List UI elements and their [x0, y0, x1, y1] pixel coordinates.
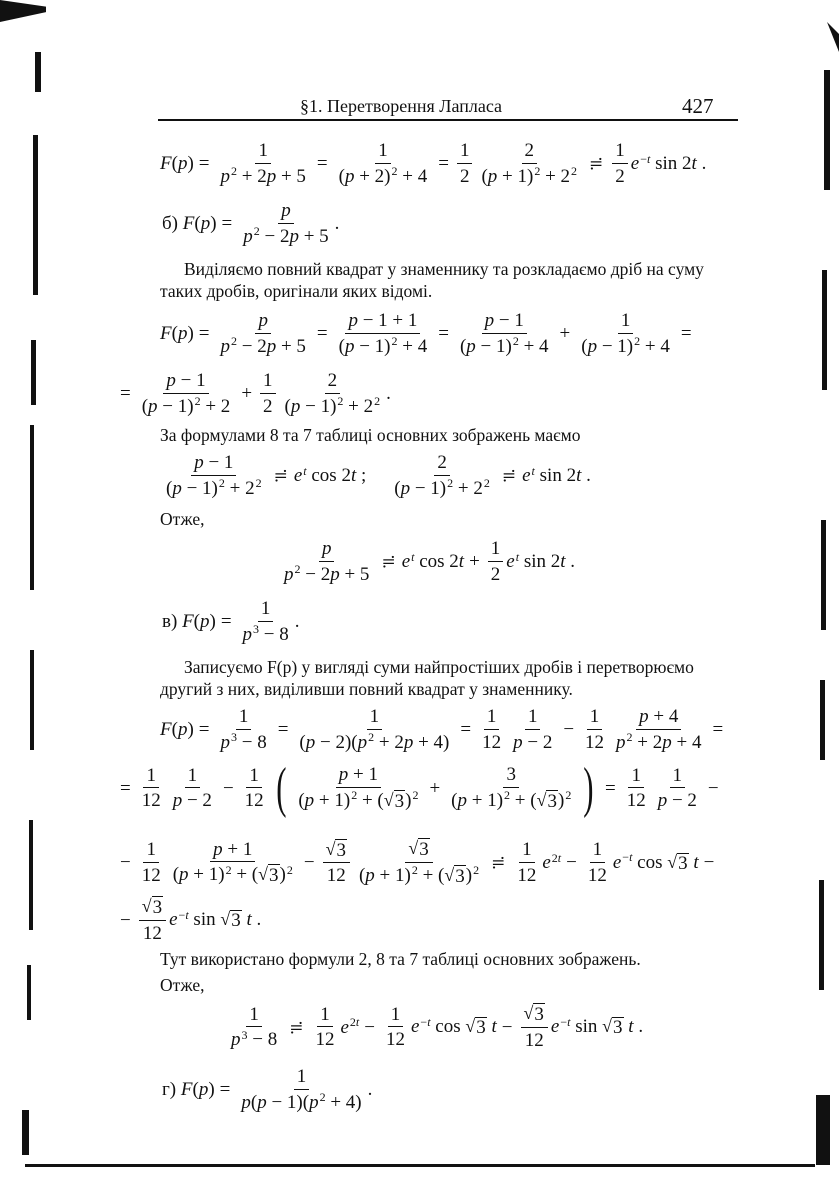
item-label-b: б): [162, 213, 178, 235]
equation-b-split: = $\frac{p - 1}{(p - 1)^2 + 2}$ + $\frac{1}{2}$ $\frac{2}{(p - 1)^2 + 2^2}$ .: [120, 370, 391, 417]
equation-v-tail: − √ 3 12 $e^{-t}$ sin √ 3 t .: [120, 896, 262, 944]
scan-edge-mark: [824, 70, 830, 190]
scan-edge-mark: [31, 340, 36, 405]
scan-corner-mark: [0, 0, 46, 22]
paragraph: Отже,: [160, 975, 205, 995]
paragraph: Отже,: [160, 509, 205, 529]
equation-v-result: $\frac{1}{p^3 - 8}$ ≓ $\frac{1}{12}$ $e^{2t}$ − $\frac{1}{12}$ $e^{-t}$ cos √ 3 t − √ 3 12 $e^{-t}$ sin √ 3 t .: [231, 1003, 644, 1051]
scan-edge-mark: [35, 52, 41, 92]
paragraph: Виділяємо повний квадрат у знаменнику та розкладаємо дріб на суму таких дробів, оригінали яких відомі.: [160, 259, 704, 302]
scan-edge-mark: [22, 1110, 29, 1155]
page-number: 427: [682, 94, 714, 118]
item-label-v: в): [162, 611, 178, 633]
equation-g-definition: г) F ( p ) = $\frac{1}{p(p - 1)(p^2 + 4)}$ .: [162, 1066, 373, 1113]
scan-corner-mark: [827, 22, 839, 52]
equation-b-result: $\frac{p}{p^2 - 2p + 5}$ ≓ $e^t$ cos 2t + $\frac{1}{2}$ $e^t$ sin 2t .: [284, 538, 576, 585]
scan-edge-mark: [30, 650, 34, 750]
bottom-rule: [25, 1164, 815, 1167]
scan-edge-mark: [816, 1095, 830, 1165]
scan-edge-mark: [820, 680, 825, 760]
scan-edge-mark: [822, 270, 827, 390]
equation-a-result: F ( p ) = $\frac{1}{p^2 + 2p + 5}$ = $\frac{1}{(p + 2)^2 + 4}$ = $\frac{1}{2}$ $\frac{2}{(p + 1)^2 + 2^2}$ ≓ $\frac{1}{2}$ $e^{-t}$ sin 2t .: [160, 140, 707, 187]
equation-b-definition: б) F ( p ) = $\frac{p}{p^2 - 2p + 5}$ .: [162, 200, 340, 247]
equation-v-decomposition: F ( p ) = $\frac{1}{p^3 - 8}$ = $\frac{1}{(p - 2)(p^2 + 2p + 4)}$ = $\frac{1}{12}$ $\frac{1}{p - 2}$ − $\frac{1}{12}$ $\frac{p + 4}{p^2 + 2p + 4}$ =: [160, 706, 724, 753]
running-header: §1. Перетворення Лапласа: [300, 96, 503, 116]
equation-b-originals: $\frac{p - 1}{(p - 1)^2 + 2^2}$ ≓ $e^t$ cos 2t ; $\frac{2}{(p - 1)^2 + 2^2}$ ≓ $e^t$ sin 2t .: [166, 452, 591, 499]
paragraph: За формулами 8 та 7 таблиці основних зображень маємо: [160, 425, 581, 445]
paragraph: Записуємо F(p) у вигляді суми найпростіших дробів і перетворюємо другий з них, виділивши повний квадрат у знаменнику.: [160, 657, 694, 700]
header-rule: [158, 119, 738, 121]
equation-v-definition: в) F ( p ) = $\frac{1}{p^3 - 8}$ .: [162, 598, 300, 645]
item-label-g: г): [162, 1079, 177, 1101]
equation-b-decomposition: F ( p ) = $\frac{p}{p^2 - 2p + 5}$ = $\frac{p - 1 + 1}{(p - 1)^2 + 4}$ = $\frac{p - 1}{(p - 1)^2 + 4}$ + $\frac{1}{(p - 1)^2 + 4}$ =: [160, 310, 692, 357]
equation-v-originals: − $\frac{1}{12}$ p + 1 $(p + 1)^2$ + ( √ 3 )$^2$ − √ 3 12 √ 3 $(p + 1)^2$ + ( √ 3 )$^2$ ≓ $\frac{1}{12}$ $e^{2t}$ − $\frac{1}{12}$ $e^{-t}$ cos √ 3 t −: [120, 838, 715, 887]
scan-edge-mark: [33, 135, 38, 295]
scan-edge-mark: [819, 880, 824, 990]
scan-edge-mark: [29, 820, 33, 930]
scan-edge-mark: [27, 965, 31, 1020]
equation-v-split: = $\frac{1}{12}$ $\frac{1}{p - 2}$ − $\frac{1}{12}$ ( p + 1 $(p + 1)^2$ + ( √ 3 )$^2$ + 3 $(p + 1)^2$ + ( √ 3 )$^2$ ) = $\frac{1}{12}$ $\frac{1}{p - 2}$ −: [120, 756, 719, 819]
scan-edge-mark: [30, 425, 34, 590]
scan-edge-mark: [821, 520, 826, 630]
paragraph: Тут використано формули 2, 8 та 7 таблиці основних зображень.: [160, 949, 641, 969]
